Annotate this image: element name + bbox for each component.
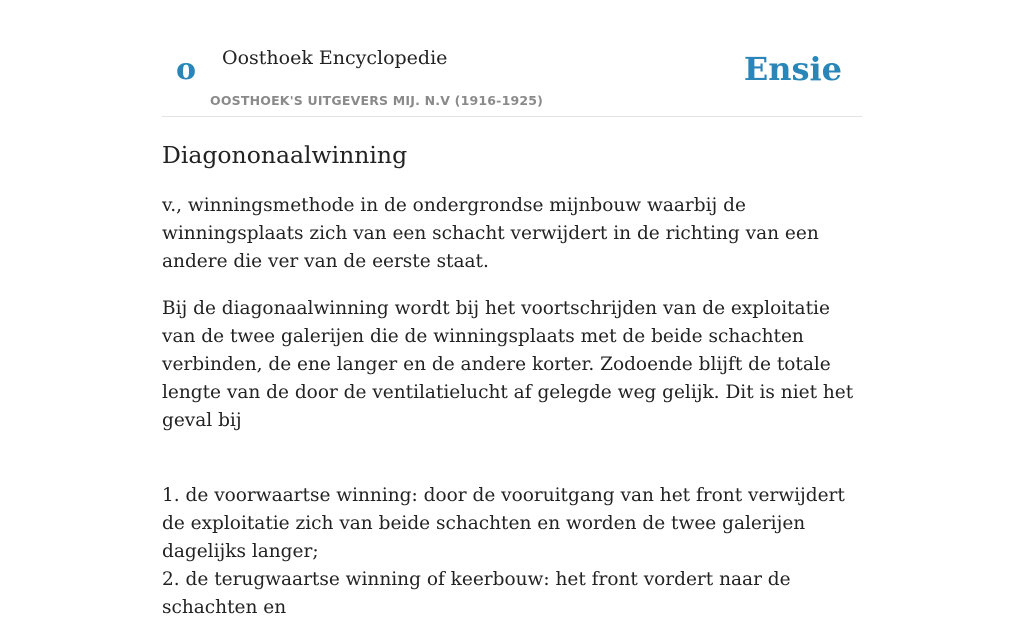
list-item: 2. de terugwaartse winning of keerbouw: het front vordert naar de schachten en: [162, 569, 791, 618]
entry-title: Diagononaalwinning: [162, 141, 408, 169]
brand-logo[interactable]: Ensie: [743, 50, 842, 88]
list-item: 1. de voorwaartse winning: door de vooruitgang van het front verwijdert de exploitatie zich van beide schachten en worden de twee galerijen dagelijks langer;: [162, 485, 845, 562]
site-logo[interactable]: o: [176, 52, 197, 87]
entry-paragraph: v., winningsmethode in de ondergrondse mijnbouw waarbij de winningsplaats zich van een schacht verwijdert in de richting van een andere die ver van de eerste staat.: [162, 195, 819, 272]
paragraph-spacer: [162, 454, 862, 482]
page: [162, 0, 862, 618]
publisher-label: OOSTHOEK'S UITGEVERS MIJ. N.V (1916-1925): [210, 93, 544, 108]
entry-body: [162, 192, 862, 622]
entry-paragraph: Bij de diagonaalwinning wordt bij het voortschrijden van de exploitatie van de twee galerijen die de winningsplaats met de beide schachten verbinden, de ene langer en de andere korter. Zodoende blijft de totale lengte van de door de ventilatielucht af gelegde weg gelijk. Dit is niet het geval bij: [162, 298, 854, 431]
site-header: [162, 0, 862, 117]
site-title[interactable]: Oosthoek Encyclopedie: [222, 47, 448, 69]
